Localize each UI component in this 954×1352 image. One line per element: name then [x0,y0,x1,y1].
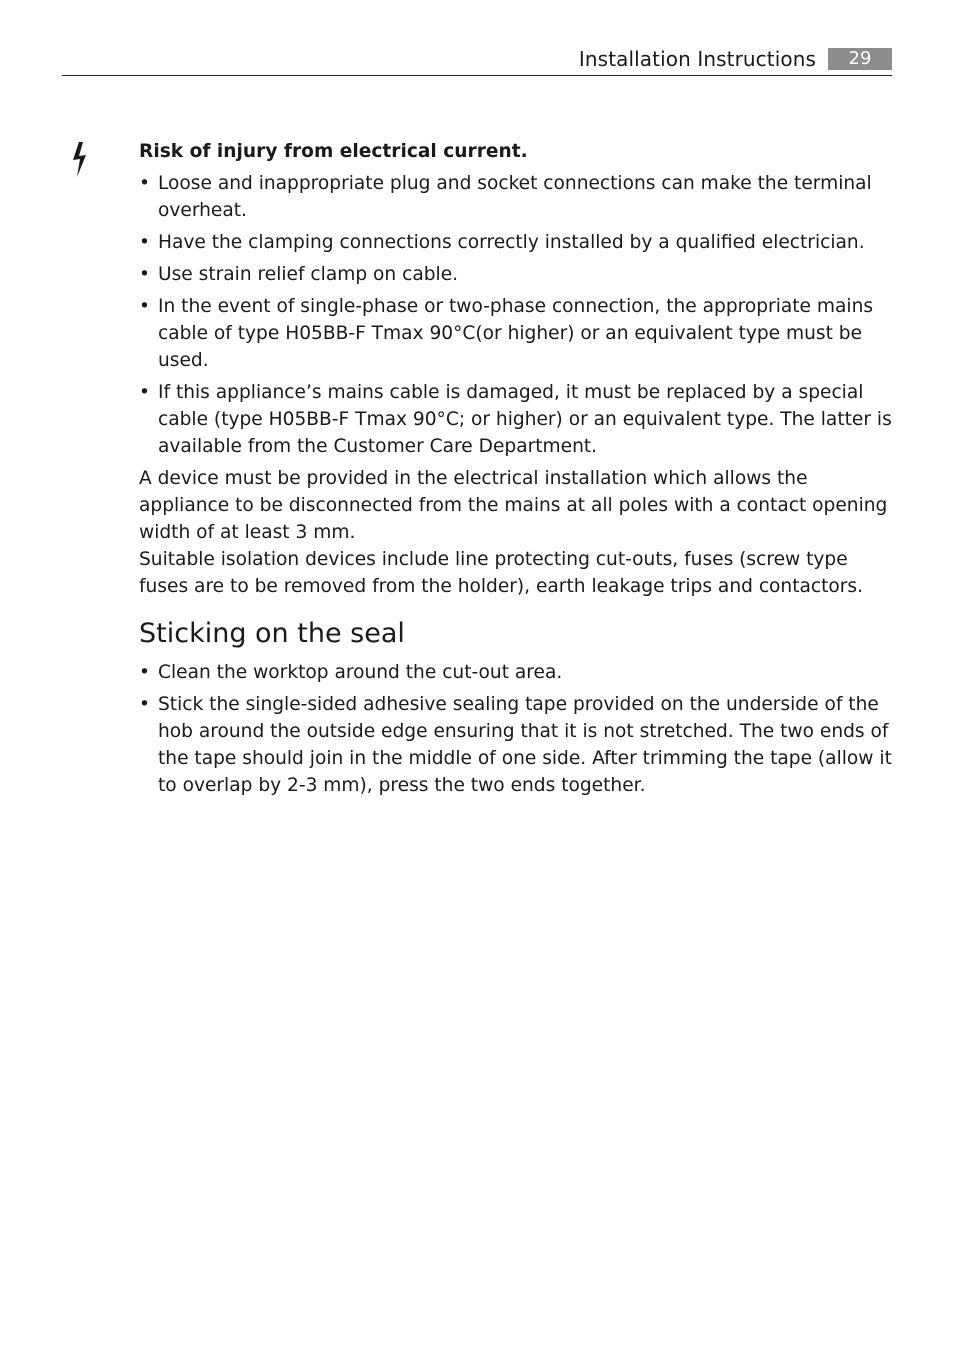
isolation-device-paragraph: A device must be provided in the electrical installation which allows the appliance to be disconnected from the mains at all poles with a contact opening width of at least 3 mm. [139,468,888,543]
list-item: • If this appliance’s mains cable is damaged, it must be replaced by a special cable (type H05BB-F Tmax 90°C; or higher) or an equivalent type. The latter is available from the Customer Care Department. [139,379,895,460]
page-header [62,44,892,76]
section-title: Sticking on the seal [139,618,405,649]
list-item: • In the event of single-phase or two-phase connection, the appropriate mains cable of type H05BB-F Tmax 90°C(or higher) or an equivalent type must be used. [139,293,895,374]
warning-list [139,170,895,460]
list-item: • Have the clamping connections correctly installed by a qualified electrician. [139,229,895,256]
header-title: Installation Instructions [578,47,816,71]
list-item: • Stick the single-sided adhesive sealing tape provided on the underside of the hob around the outside edge ensuring that it is not stretched. The two ends of the tape should join in the middle of one side. After trimming the tape (allow it to overlap by 2-3 mm), press the two ends together. [139,691,895,799]
warning-heading: Risk of injury from electrical current. [139,141,528,162]
list-item: • Clean the worktop around the cut-out area. [139,659,895,686]
page-number: 29 [828,48,892,70]
electric-shock-icon [70,141,90,179]
list-item: • Use strain relief clamp on cable. [139,261,895,288]
seal-steps-list [139,659,895,799]
isolation-examples-paragraph: Suitable isolation devices include line protecting cut-outs, fuses (screw type fuses are to be removed from the holder), earth leakage trips and contactors. [139,549,864,597]
list-item: • Loose and inappropriate plug and socket connections can make the terminal overheat. [139,170,895,224]
main-content [139,138,895,804]
